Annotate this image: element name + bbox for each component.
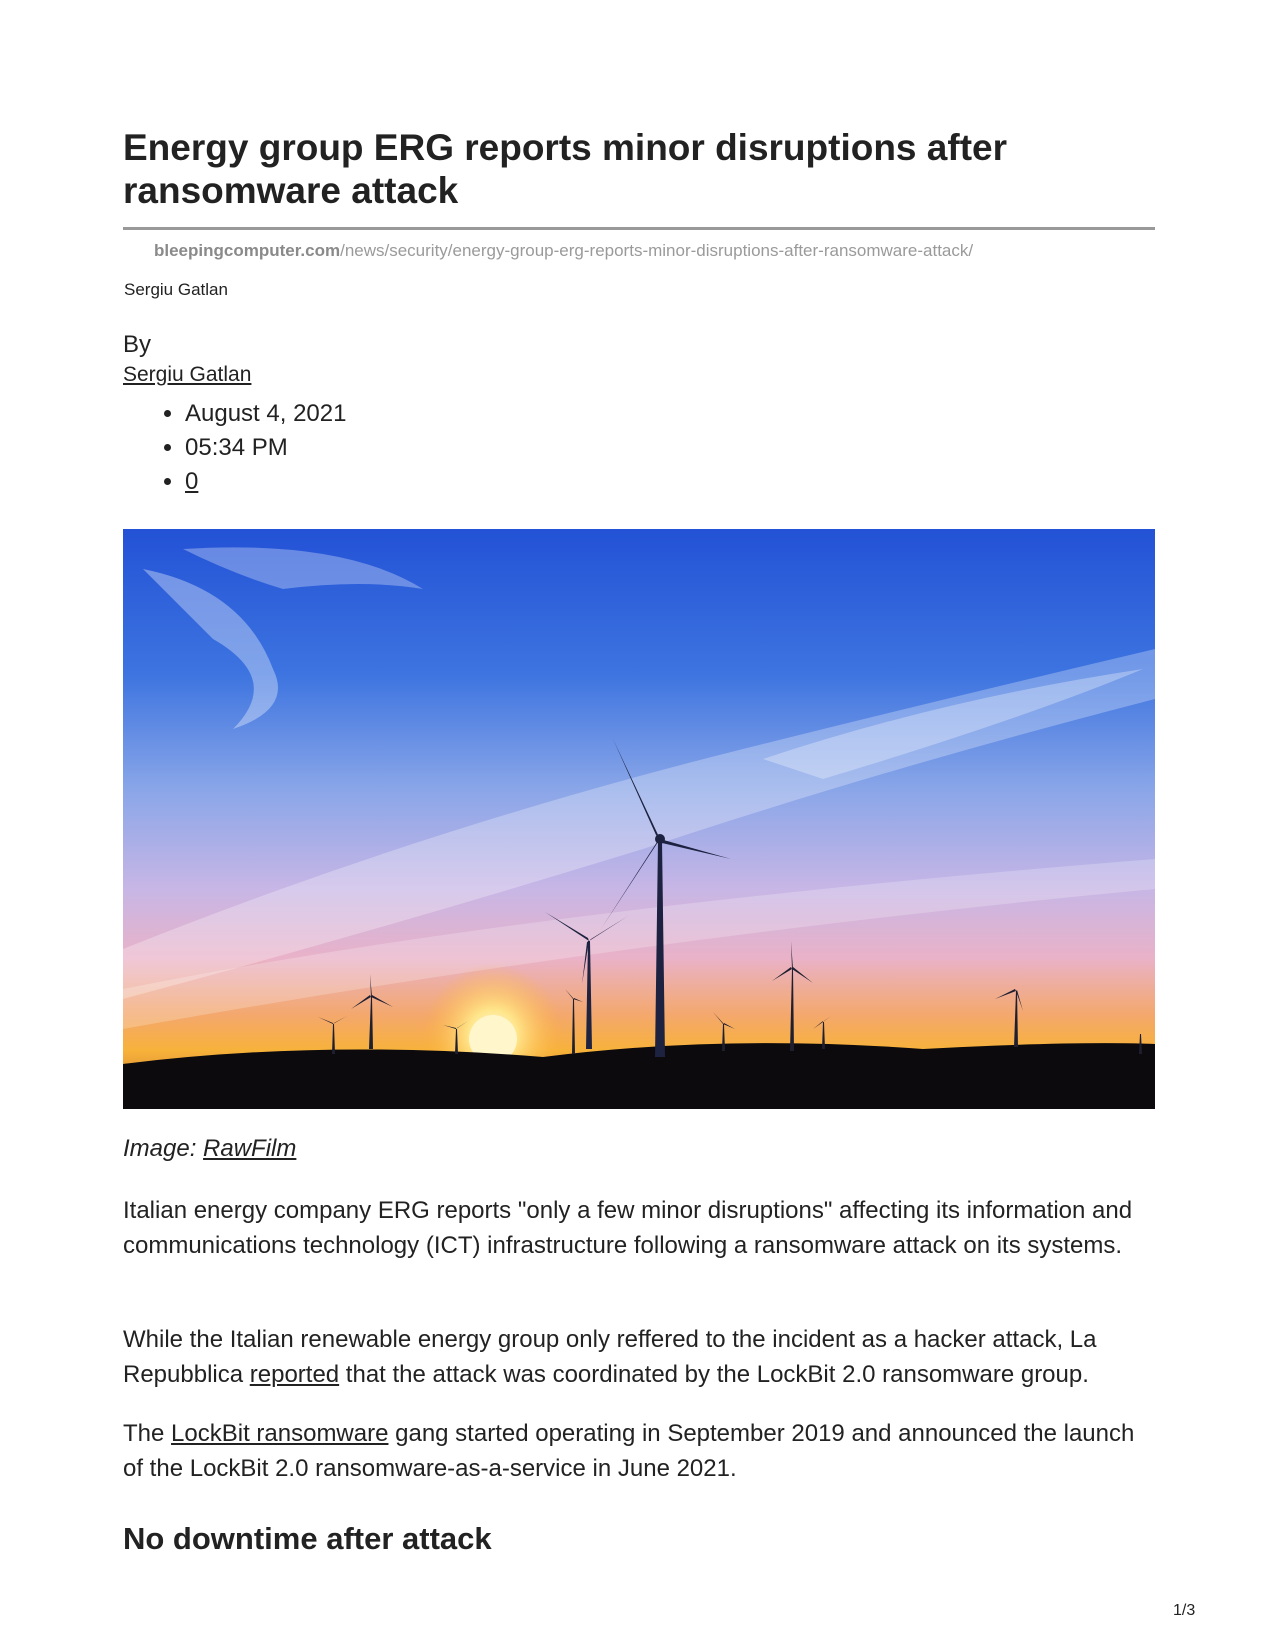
author-name: Sergiu Gatlan [124,280,228,299]
paragraph-intro: Italian energy company ERG reports "only a few minor disruptions" affecting its information and communications technology (ICT) infrastructure following a ransomware attack on its systems. [123,1197,1133,1259]
p3-text-after: gang started operating in September 2019 and announced the launch of the LockBit 2.0 ransomware-as-a-service in June 2021. [123,1420,1135,1482]
publish-time: • 05:34 PM [185,431,346,465]
p3-text-before: The [123,1420,172,1447]
comment-count-link[interactable]: 0 [185,468,199,495]
p2-text-after: that the attack was coordinated by the LockBit 2.0 ransomware group. [339,1361,1089,1388]
wind-turbines-image [123,529,1155,1109]
title-divider [123,227,1155,230]
comment-count-item [185,465,346,499]
section-heading: No downtime after attack [123,1521,492,1556]
lockbit-ransomware-link[interactable]: LockBit ransomware [171,1420,389,1447]
caption-prefix: Image: [123,1135,204,1162]
source-url[interactable] [154,241,973,261]
p2-text-before: While the Italian renewable energy group only reffered to the incident as a hacker attack, La Repubblica [123,1326,1097,1388]
paragraph-repubblica [123,1322,1155,1392]
publish-date: • August 4, 2021 [185,397,346,431]
image-caption [123,1135,296,1163]
paragraph-lockbit [123,1416,1155,1486]
source-path: /news/security/energy-group-erg-reports-minor-disruptions-after-ransomware-attack/ [340,241,974,260]
page-number: 1/3 [1173,1602,1196,1619]
source-domain: bleepingcomputer.com [154,241,341,260]
article-title: Energy group ERG reports minor disruptions after ransomware attack [123,127,1007,211]
by-label: By [123,331,152,358]
author-link[interactable]: Sergiu Gatlan [123,363,252,386]
caption-credit-link[interactable]: RawFilm [203,1135,297,1162]
reported-link[interactable]: reported [249,1361,340,1388]
article-meta-list [123,397,346,499]
